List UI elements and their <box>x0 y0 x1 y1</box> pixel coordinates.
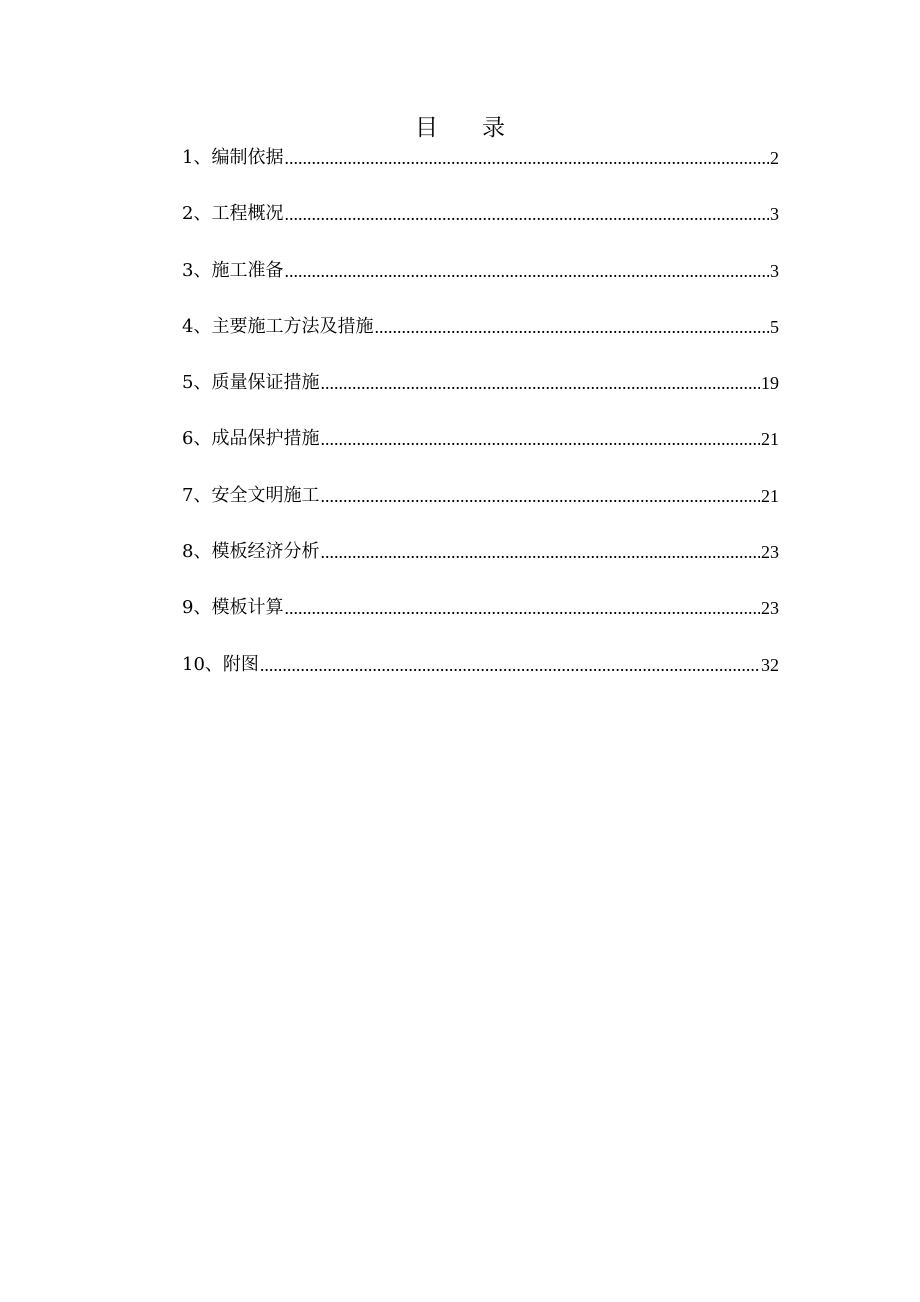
toc-entry-page: 23 <box>761 542 779 563</box>
dot-leader <box>284 199 769 229</box>
toc-entry-page: 32 <box>761 654 779 675</box>
toc-entry-label: 10、附图 <box>182 653 259 675</box>
toc-entry-label: 6、成品保护措施 <box>182 428 320 450</box>
toc-entry-label: 2、工程概况 <box>182 203 284 225</box>
toc-entry-page: 5 <box>770 316 779 337</box>
toc-entry[interactable] <box>182 567 779 623</box>
toc-entry[interactable] <box>182 511 779 567</box>
toc-entry-page: 3 <box>770 260 779 281</box>
toc-list <box>182 143 779 680</box>
dot-leader <box>284 593 760 623</box>
toc-entry-label: 4、主要施工方法及措施 <box>182 315 374 337</box>
dot-leader <box>320 424 760 454</box>
dot-leader <box>374 312 769 342</box>
toc-entry[interactable] <box>182 342 779 398</box>
toc-title-right: 录 <box>482 115 505 141</box>
toc-entry-label: 7、安全文明施工 <box>182 484 320 506</box>
toc-entry[interactable] <box>182 398 779 454</box>
toc-entry-label: 9、模板计算 <box>182 597 284 619</box>
toc-entry[interactable] <box>182 286 779 342</box>
toc-entry-page: 23 <box>761 598 779 619</box>
toc-entry[interactable] <box>182 454 779 510</box>
toc-entry[interactable] <box>182 143 779 173</box>
toc-entry-page: 21 <box>761 429 779 450</box>
dot-leader <box>260 650 760 680</box>
toc-title-left: 目 <box>415 115 438 141</box>
toc-entry[interactable] <box>182 173 779 229</box>
toc-entry-page: 19 <box>761 373 779 394</box>
toc-entry-page: 2 <box>770 148 779 168</box>
dot-leader <box>320 481 760 511</box>
toc-entry-label: 3、施工准备 <box>182 259 284 281</box>
toc-entry[interactable] <box>182 229 779 285</box>
dot-leader <box>320 368 760 398</box>
toc-entry-label: 8、模板经济分析 <box>182 541 320 563</box>
toc-entry-page: 21 <box>761 485 779 506</box>
dot-leader <box>284 143 769 173</box>
toc-entry[interactable] <box>182 623 779 679</box>
toc-entry-label: 1、编制依据 <box>182 147 284 168</box>
dot-leader <box>320 537 760 567</box>
toc-entry-page: 3 <box>770 204 779 225</box>
toc-title <box>0 112 920 144</box>
toc-entry-label: 5、质量保证措施 <box>182 372 320 394</box>
dot-leader <box>284 256 769 286</box>
